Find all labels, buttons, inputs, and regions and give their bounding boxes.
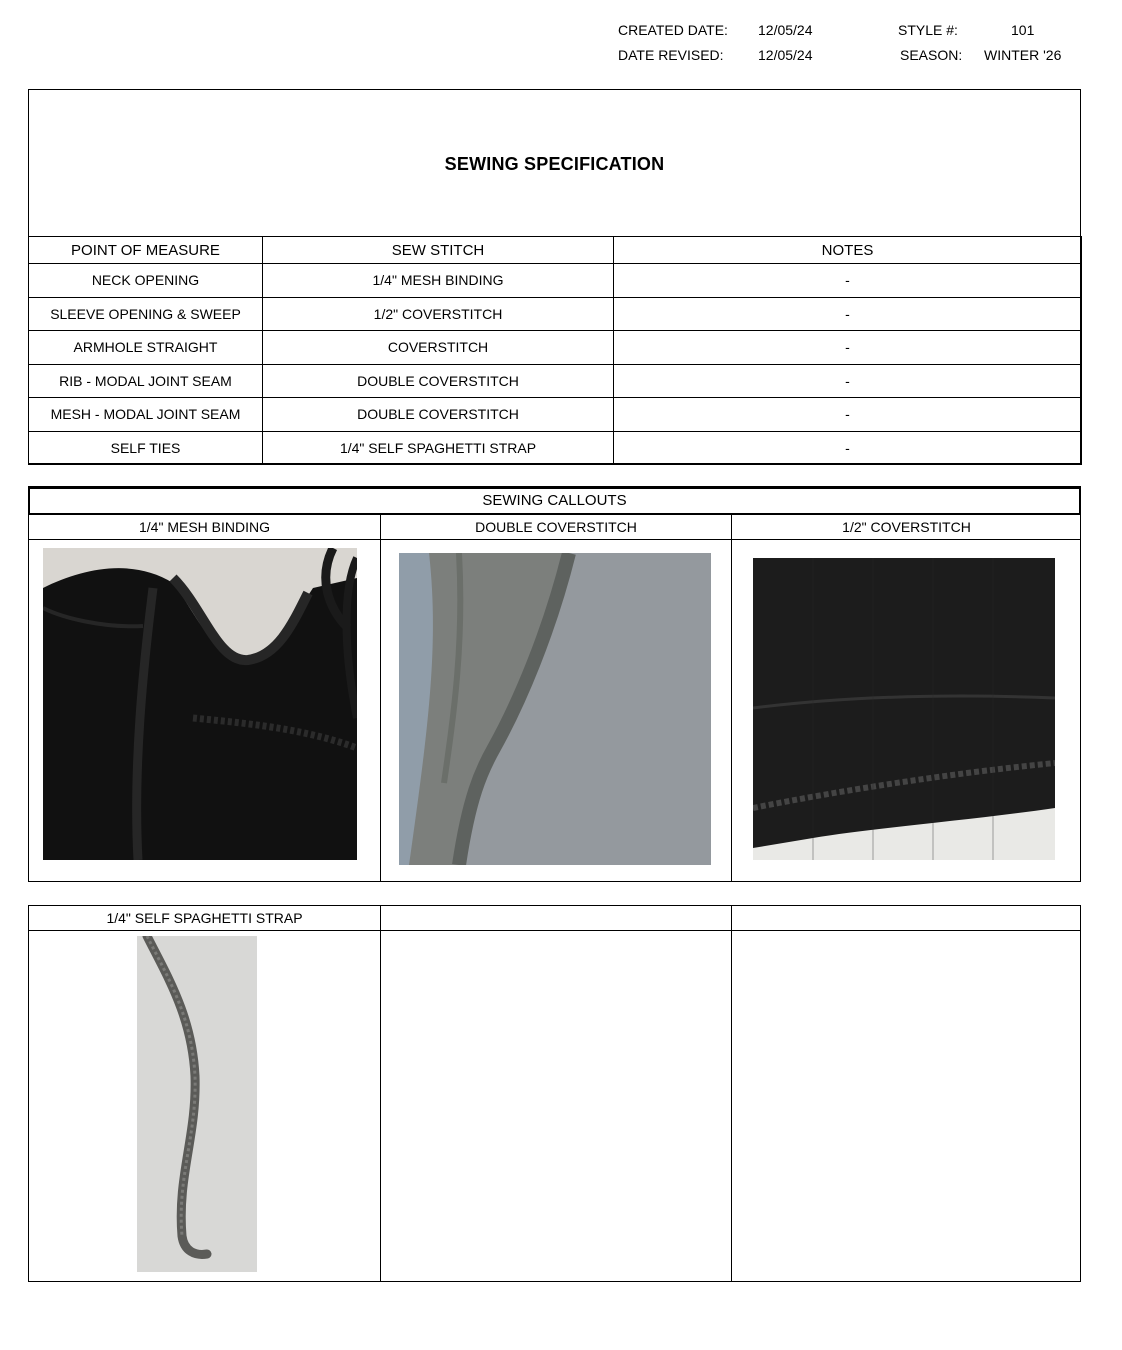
callout-label: 1/2" COVERSTITCH <box>731 515 1081 540</box>
column-header-point-of-measure: POINT OF MEASURE <box>29 237 263 264</box>
table-cell: DOUBLE COVERSTITCH <box>263 364 614 398</box>
table-cell: RIB - MODAL JOINT SEAM <box>29 364 263 398</box>
sewing-callouts-second-row <box>28 905 1081 1282</box>
column-divider <box>380 931 381 1282</box>
style-number-value: 101 <box>1011 22 1035 38</box>
column-divider <box>731 931 732 1282</box>
created-date-label: CREATED DATE: <box>618 22 728 38</box>
callout-label: 1/4" SELF SPAGHETTI STRAP <box>29 906 380 931</box>
coverstitch-hem-photo <box>753 558 1055 860</box>
spaghetti-strap-image <box>137 936 257 1272</box>
mesh-binding-image <box>43 548 357 860</box>
column-divider <box>731 540 732 882</box>
callout-label: DOUBLE COVERSTITCH <box>380 515 731 540</box>
table-cell: NECK OPENING <box>29 264 263 298</box>
table-row <box>29 431 1082 465</box>
created-date-value: 12/05/24 <box>758 22 813 38</box>
table-row <box>29 364 1082 398</box>
column-header-sew-stitch: SEW STITCH <box>263 237 614 264</box>
table-cell: - <box>614 364 1082 398</box>
sewing-spec-table <box>28 236 1082 465</box>
table-row <box>29 297 1082 331</box>
table-cell: MESH - MODAL JOINT SEAM <box>29 398 263 432</box>
callout-label-empty <box>380 906 731 931</box>
coverstitch-hem-image <box>753 558 1055 860</box>
table-cell: - <box>614 297 1082 331</box>
double-coverstitch-image <box>399 553 711 865</box>
callout-label: 1/4" MESH BINDING <box>29 515 380 540</box>
section-title: SEWING SPECIFICATION <box>444 154 665 174</box>
sewing-specification-section <box>28 89 1081 464</box>
table-cell: - <box>614 431 1082 465</box>
sewing-callouts-section <box>28 486 1081 882</box>
style-number-label: STYLE #: <box>898 22 958 38</box>
callout-label-empty <box>731 906 1081 931</box>
table-cell: SELF TIES <box>29 431 263 465</box>
table-row <box>29 331 1082 365</box>
date-revised-value: 12/05/24 <box>758 47 813 63</box>
table-row <box>29 398 1082 432</box>
table-cell: - <box>614 398 1082 432</box>
table-cell: - <box>614 264 1082 298</box>
date-revised-label: DATE REVISED: <box>618 47 724 63</box>
table-header-row <box>29 237 1082 264</box>
callouts-title: SEWING CALLOUTS <box>28 487 1081 515</box>
mesh-binding-photo <box>43 548 357 860</box>
table-cell: 1/2" COVERSTITCH <box>263 297 614 331</box>
spaghetti-strap-photo <box>137 936 257 1272</box>
table-cell: - <box>614 331 1082 365</box>
table-cell: DOUBLE COVERSTITCH <box>263 398 614 432</box>
table-cell: ARMHOLE STRAIGHT <box>29 331 263 365</box>
column-divider <box>380 540 381 882</box>
table-row <box>29 264 1082 298</box>
table-cell: SLEEVE OPENING & SWEEP <box>29 297 263 331</box>
season-label: SEASON: <box>900 47 963 63</box>
table-cell: COVERSTITCH <box>263 331 614 365</box>
column-header-notes: NOTES <box>614 237 1082 264</box>
season-value: WINTER '26 <box>984 47 1062 63</box>
double-coverstitch-photo <box>399 553 711 865</box>
table-cell: 1/4" MESH BINDING <box>263 264 614 298</box>
table-cell: 1/4" SELF SPAGHETTI STRAP <box>263 431 614 465</box>
